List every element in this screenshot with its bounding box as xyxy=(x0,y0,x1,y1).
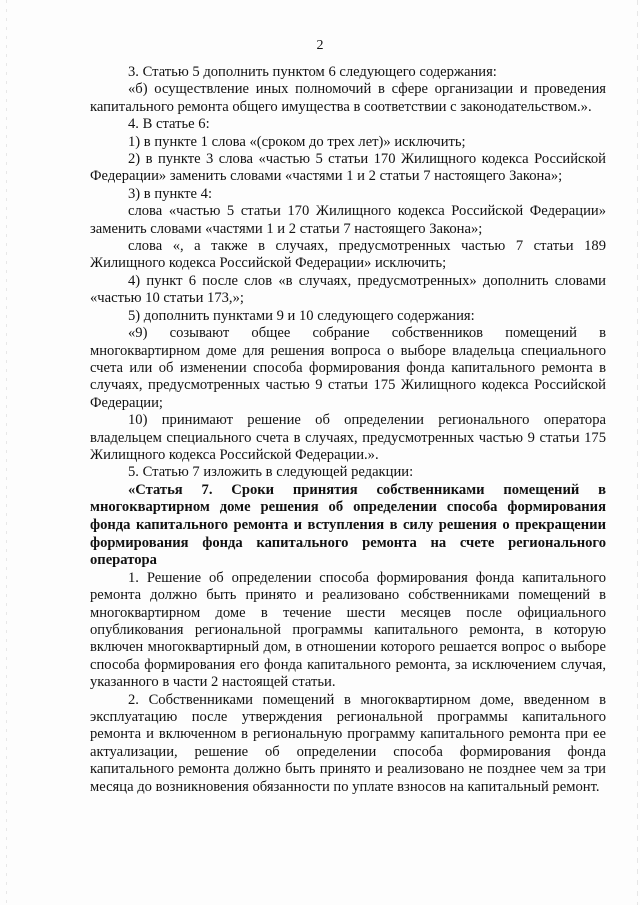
page-number: 2 xyxy=(316,38,324,53)
scan-edge-left xyxy=(6,0,7,905)
paragraph: 1. Решение об определении способа формирования фонда капитального ремонта должно быть принято и реализовано собственниками помещений в многоквартирном доме в течение шести месяцев после официального опубликования региональной программы капитального ремонта, в которую включен многоквартирный дом, в отношении которого решается вопрос о выборе способа формирования его фонда капитального ремонта, за исключением случая, указанного в части 2 настоящей статьи. xyxy=(90,569,606,691)
paragraph: слова «частью 5 статьи 170 Жилищного кодекса Российской Федерации» заменить словами «частями 1 и 2 статьи 7 настоящего Закона»; xyxy=(90,203,606,237)
scan-edge-right xyxy=(637,0,638,905)
paragraph: 4. В статье 6: xyxy=(128,116,210,133)
paragraph: 10) принимают решение об определении регионального оператора владельцем специального счета в случаях, предусмотренных частью 9 статьи 175 Жилищного кодекса Российской Федерации.». xyxy=(90,412,606,463)
paragraph: 5) дополнить пунктами 9 и 10 следующего содержания: xyxy=(128,307,475,324)
paragraph: 2. Собственниками помещений в многоквартирном доме, введенном в эксплуатацию после утверждения региональной программы капитального ремонта и включенном в региональную программу капитального ремонта при ее актуализации, решение об определении способа формирования фонда капитального ремонта должно быть принято и реализовано не позднее чем за три месяца до возникновения обязанности по уплате взносов на капитальный ремонт. xyxy=(90,691,606,795)
paragraph: «9) созывают общее собрание собственников помещений в многоквартирном доме для решения вопроса о выборе владельца специального счета или об изменении способа формирования фонда капитального ремонта в случаях, предусмотренных частью 9 статьи 175 Жилищного кодекса Российской Федерации; xyxy=(90,325,606,411)
article-heading: «Статья 7. Сроки принятия собственниками помещений в многоквартирном доме решения об определении способа формирования фонда капитального ремонта и вступления в силу решения о прекращении формирования фонда капитального ремонта на счете регионального оператора xyxy=(90,481,606,569)
paragraph: 3) в пункте 4: xyxy=(128,185,213,202)
paragraph: 2) в пункте 3 слова «частью 5 статьи 170 Жилищного кодекса Российской Федерации» заменить словами «частями 1 и 2 статьи 7 настоящего Закона»; xyxy=(90,151,606,185)
document-body xyxy=(90,64,606,796)
paragraph: 5. Статью 7 изложить в следующей редакции: xyxy=(128,464,414,481)
paragraph: «б) осуществление иных полномочий в сфере организации и проведения капитального ремонта общего имущества в соответствии с законодательством.». xyxy=(90,81,606,115)
paragraph: слова «, а также в случаях, предусмотренных частью 7 статьи 189 Жилищного кодекса Российской Федерации» исключить; xyxy=(90,238,606,272)
paragraph: 3. Статью 5 дополнить пунктом 6 следующего содержания: xyxy=(128,64,497,80)
paragraph: 4) пункт 6 после слов «в случаях, предусмотренных» дополнить словами «частью 10 статьи 173,»; xyxy=(90,272,606,307)
paragraph: 1) в пункте 1 слова «(сроком до трех лет)» исключить; xyxy=(128,133,466,150)
